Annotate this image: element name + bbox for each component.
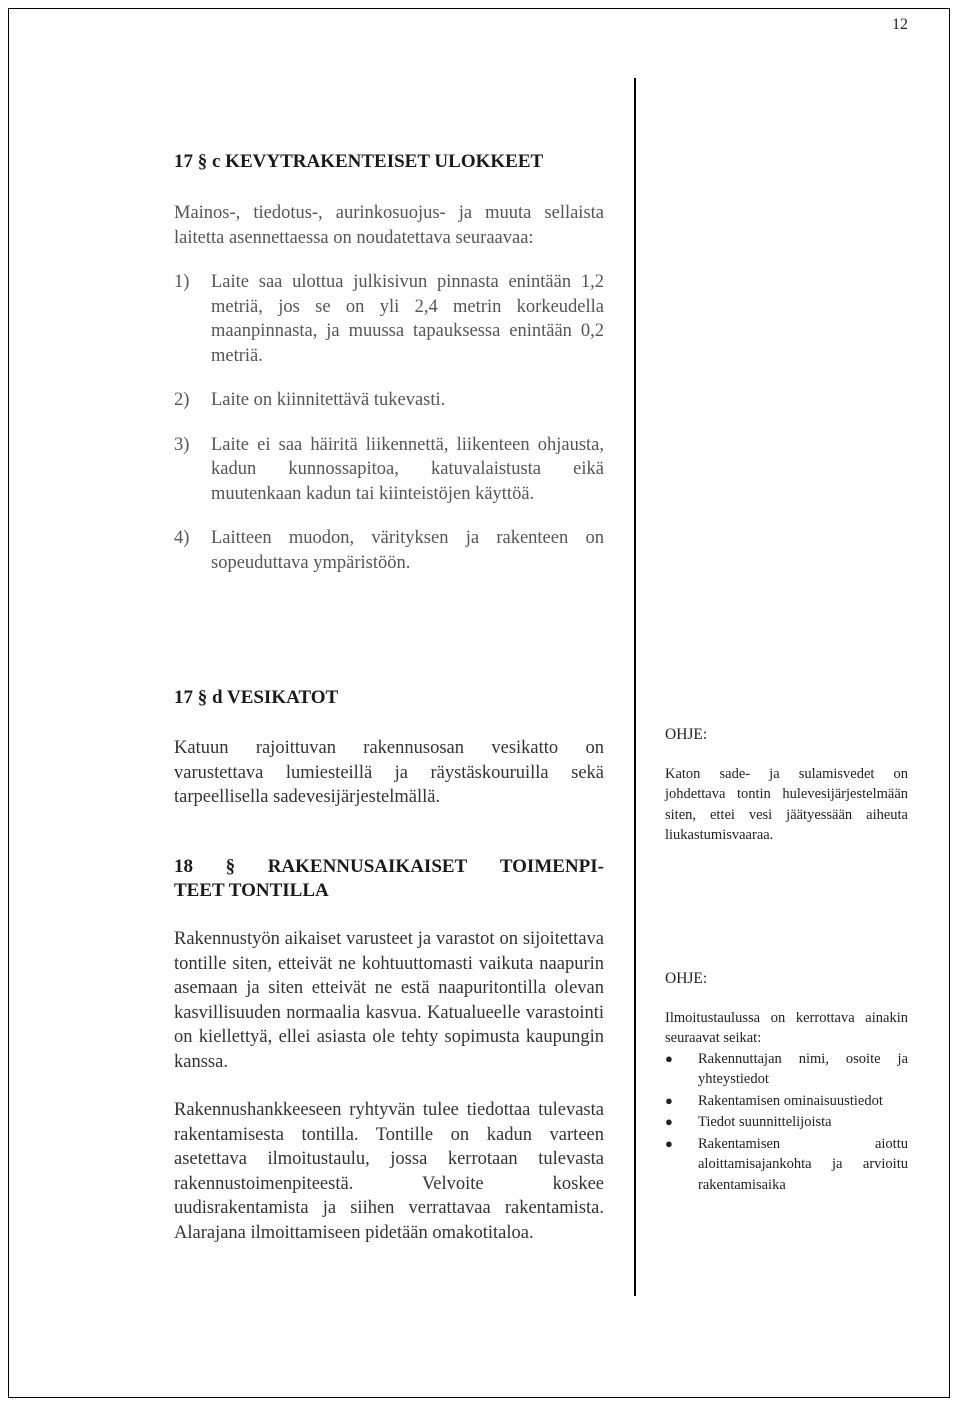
bullet-icon: ● <box>665 1135 673 1151</box>
section-17c <box>174 150 604 575</box>
ohje-box-18 <box>665 969 908 1196</box>
column-divider <box>634 78 636 1296</box>
list-item-text: Laite ei saa häiritä liikennettä, liikenteen ohjausta, kadun kunnossapitoa, katuvalaistusta eikä muutenkaan kadun tai kiinteistöjen käyttöä. <box>211 434 604 504</box>
section-18-heading-line2: TEET TONTILLA <box>174 880 329 901</box>
section-18-heading <box>174 855 604 879</box>
ohje-label: OHJE: <box>665 970 708 987</box>
bullet-text: Rakentamisen aiottu aloittamisajankohta ja arvioitu rakentamisaika <box>698 1135 908 1193</box>
section-18-heading-word1: RAKENNUSAIKAISET <box>267 856 468 877</box>
list-item <box>174 270 604 368</box>
section-17d-text: Katuun rajoittuvan rakennusosan vesikatto on varustettava lumiesteillä ja räystäskouruilla sekä tarpeellisella sadevesijärjestelmällä. <box>174 738 604 807</box>
section-17c-heading: 17 § c KEVYTRAKENTEISET ULOKKEET <box>174 151 544 172</box>
list-item-number: 3) <box>174 434 190 455</box>
list-item-number: 2) <box>174 390 190 410</box>
bullet-text: Tiedot suunnittelijoista <box>698 1114 832 1130</box>
list-item-text: Laitteen muodon, värityksen ja rakenteen on sopeuduttava ympäristöön. <box>211 528 604 573</box>
bullet-icon: ● <box>665 1050 673 1066</box>
list-item-text: Laite saa ulottua julkisivun pinnasta enintään 1,2 metriä, jos se on yli 2,4 metrin korkeudella maanpinnasta, ja muussa tapauksessa enintään 0,2 metriä. <box>211 272 604 366</box>
list-item-number: 4) <box>174 528 190 548</box>
list-item <box>174 526 604 575</box>
section-18-para1: Rakennustyön aikaiset varusteet ja varastot on sijoitettava tontille siten, etteivät ne kohtuuttomasti vaikuta naapurin asemaan ja siten etteivät ne estä naapuritontilla olevan kasvillisuuden normaalia kasvua. Katualueelle varastointi on kiellettyä, ellei asiasta ole tehty sopimusta kaupungin kanssa. <box>174 929 604 1072</box>
section-18-heading-num: 18 <box>174 856 193 877</box>
section-17d <box>174 686 604 810</box>
bullet-icon: ● <box>665 1114 673 1129</box>
list-item <box>665 1134 908 1196</box>
bullet-icon: ● <box>665 1092 673 1108</box>
section-18-heading-word2: TOIMENPI- <box>499 856 604 877</box>
list-item <box>174 433 604 507</box>
list-item <box>665 1091 908 1112</box>
bullet-text: Rakentamisen ominaisuustiedot <box>698 1092 883 1109</box>
ohje-intro: Ilmoitustaulussa on kerrottava ainakin seuraavat seikat: <box>665 1009 908 1046</box>
ohje-bullet-list <box>665 1049 908 1196</box>
list-item <box>665 1112 908 1133</box>
list-item <box>665 1049 908 1090</box>
list-item-text: Laite on kiinnitettävä tukevasti. <box>211 390 446 410</box>
ohje-box-17d <box>665 725 908 846</box>
list-item <box>174 388 604 413</box>
list-item-number: 1) <box>174 272 190 292</box>
section-18-para2: Rakennushankkeeseen ryhtyvän tulee tiedottaa tulevasta rakentamisesta tontilla. Tontille on kadun varteen asetettava ilmoitustaulu, jossa kerrotaan tulevasta rakennustoimenpiteestä. Velvoite koskee uudisrakentamista ja siihen verrattavaa rakentamista. Alarajana ilmoittamiseen pidetään omakotitaloa. <box>174 1100 604 1243</box>
page-number: 12 <box>892 16 908 33</box>
bullet-text: Rakennuttajan nimi, osoite ja yhteystiedot <box>698 1050 908 1087</box>
section-18-heading-symbol: § <box>225 856 236 877</box>
section-18 <box>174 855 604 1245</box>
ohje-label: OHJE: <box>665 726 708 743</box>
ohje-text: Katon sade- ja sulamisvedet on johdettava tontin hulevesijärjestelmään siten, ettei vesi jäätyessään aiheuta liukastumisvaaraa. <box>665 765 908 843</box>
section-17c-intro: Mainos-, tiedotus-, aurinkosuojus- ja muuta sellaista laitetta asennettaessa on noudatettava seuraavaa: <box>174 203 604 248</box>
section-17d-heading: 17 § d VESIKATOT <box>174 687 339 708</box>
